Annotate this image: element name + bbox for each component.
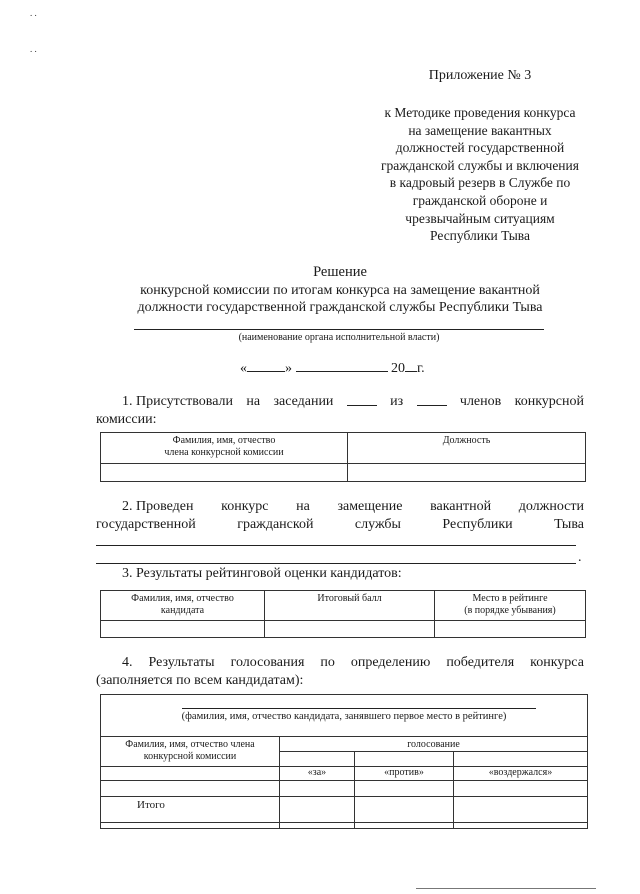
- table-row: [101, 797, 588, 829]
- word: 1. Присутствовали: [122, 394, 234, 409]
- table-row: [101, 464, 586, 482]
- header-cell: [265, 591, 435, 621]
- section-1-line: [96, 393, 584, 411]
- word: 2. Проведен: [122, 499, 194, 514]
- header-text: кандидата: [160, 605, 205, 616]
- word: конкурса: [530, 655, 584, 670]
- table-row: [101, 781, 588, 797]
- table-cell: [435, 621, 586, 638]
- year-blank: [405, 359, 417, 372]
- header-text: Фамилия, имя, отчество: [131, 593, 234, 604]
- word: Республики: [442, 517, 513, 532]
- word: должности: [518, 499, 584, 514]
- table-header-row: [101, 433, 586, 464]
- month-blank: [296, 359, 388, 372]
- day-blank: [247, 359, 285, 372]
- table-cell: [280, 781, 355, 797]
- document-title: Решение: [313, 264, 367, 280]
- appendix-number: Приложение № 3: [428, 68, 532, 83]
- appendix-line: Республики Тыва: [430, 228, 530, 244]
- word: вакантной: [430, 499, 492, 514]
- table-cell: [454, 797, 588, 829]
- scan-speck: . .: [30, 44, 37, 54]
- header-cell: [101, 433, 348, 464]
- appendix-line: к Методике проведения конкурса: [384, 105, 576, 120]
- header-cell: «против»: [355, 767, 454, 781]
- header-text: (в порядке убывания): [464, 605, 556, 616]
- word: конкурс: [221, 499, 269, 514]
- header-text: конкурсной комиссии: [143, 751, 237, 762]
- section-3-text: 3. Результаты рейтинговой оценки кандидатов:: [122, 566, 402, 581]
- appendix-line: на замещение вакантных: [408, 122, 552, 138]
- appendix-line: должностей государственной: [395, 140, 565, 156]
- table-cell: [101, 621, 265, 638]
- header-text: члена конкурсной комиссии: [164, 447, 284, 458]
- document-subtitle: [96, 282, 584, 316]
- section-2-line: [96, 516, 584, 534]
- section-1-line-2: комиссии:: [96, 412, 157, 427]
- blank-line: [96, 545, 576, 546]
- section-4-paragraph: [96, 654, 584, 690]
- appendix-line: в кадровый резерв в Службе по: [389, 175, 571, 191]
- table-header-row: [101, 767, 588, 781]
- word: по: [320, 655, 335, 670]
- present-count-blank: [347, 393, 377, 406]
- table-cell: [355, 797, 454, 829]
- table-cell: [454, 781, 588, 797]
- word: победителя: [446, 655, 515, 670]
- rating-table: [100, 590, 586, 638]
- header-text: Фамилия, имя, отчество члена: [125, 739, 255, 750]
- word: замещение: [337, 499, 403, 514]
- organ-name-line: [134, 329, 544, 330]
- appendix-text: [356, 104, 604, 245]
- header-text: Фамилия, имя, отчество: [172, 435, 276, 446]
- word: определению: [350, 655, 431, 670]
- date-open-quote: «: [240, 361, 247, 376]
- section-4-line: [96, 654, 584, 672]
- subtitle-line: конкурсной комиссии по итогам конкурса на замещение вакантной: [140, 283, 540, 298]
- header-cell: [355, 752, 454, 767]
- header-cell: [454, 752, 588, 767]
- header-text: Итоговый балл: [317, 593, 382, 604]
- section-number: 4.: [122, 655, 133, 670]
- scan-speck: . .: [30, 8, 37, 18]
- appendix-line: гражданской службы и включения: [381, 157, 579, 173]
- total-label: Итого: [101, 797, 280, 829]
- date-line: [240, 359, 425, 377]
- word: заседании: [273, 394, 334, 409]
- end-dot: .: [578, 550, 582, 565]
- candidate-caption: (фамилия, имя, отчество кандидата, занявшего первое место в рейтинге): [181, 711, 507, 722]
- word: Тыва: [554, 517, 584, 532]
- candidate-name-line: [182, 708, 536, 709]
- section-4-line-2: (заполняется по всем кандидатам):: [96, 673, 304, 688]
- table-cell: [348, 464, 586, 482]
- header-cell: [280, 752, 355, 767]
- year-prefix: 20: [391, 361, 405, 376]
- word: конкурсной: [514, 394, 584, 409]
- page-edge-line: [416, 888, 596, 889]
- appendix-line: чрезвычайным ситуациям: [405, 210, 555, 226]
- header-text: голосование: [407, 739, 460, 750]
- word: службы: [354, 517, 401, 532]
- table-cell: [101, 767, 280, 781]
- table-cell: [265, 621, 435, 638]
- table-header-row: [101, 591, 586, 621]
- section-2-line: [96, 498, 584, 516]
- table-cell: [101, 464, 348, 482]
- table-header-row: [101, 737, 588, 752]
- table-cell: [280, 797, 355, 829]
- header-cell: [101, 591, 265, 621]
- header-cell: «воздержался»: [454, 767, 588, 781]
- date-close-quote: »: [285, 361, 292, 376]
- word: голосования: [230, 655, 305, 670]
- word: гражданской: [237, 517, 314, 532]
- word: членов: [459, 394, 502, 409]
- header-cell: «за»: [280, 767, 355, 781]
- word: государственной: [96, 517, 196, 532]
- year-suffix: г.: [417, 361, 425, 376]
- word: на: [246, 394, 261, 409]
- total-count-blank: [417, 393, 447, 406]
- header-text: Место в рейтинге: [472, 593, 548, 604]
- voting-table: [100, 736, 588, 829]
- section-2-paragraph: [96, 498, 584, 534]
- table-row: [101, 621, 586, 638]
- header-text: Должность: [442, 435, 491, 446]
- table-cell: [355, 781, 454, 797]
- blank-line: [96, 563, 576, 564]
- header-cell: [280, 737, 588, 752]
- word: на: [296, 499, 310, 514]
- header-cell: [435, 591, 586, 621]
- table-cell: [101, 781, 280, 797]
- header-cell: [101, 737, 280, 767]
- header-cell: [348, 433, 586, 464]
- word: Результаты: [148, 655, 215, 670]
- members-table: [100, 432, 586, 482]
- subtitle-line: должности государственной гражданской службы Республики Тыва: [137, 300, 543, 315]
- organ-caption: (наименование органа исполнительной власти): [238, 332, 440, 343]
- word: из: [390, 394, 404, 409]
- appendix-line: гражданской обороне и: [412, 192, 548, 208]
- section-1-paragraph: [96, 393, 584, 429]
